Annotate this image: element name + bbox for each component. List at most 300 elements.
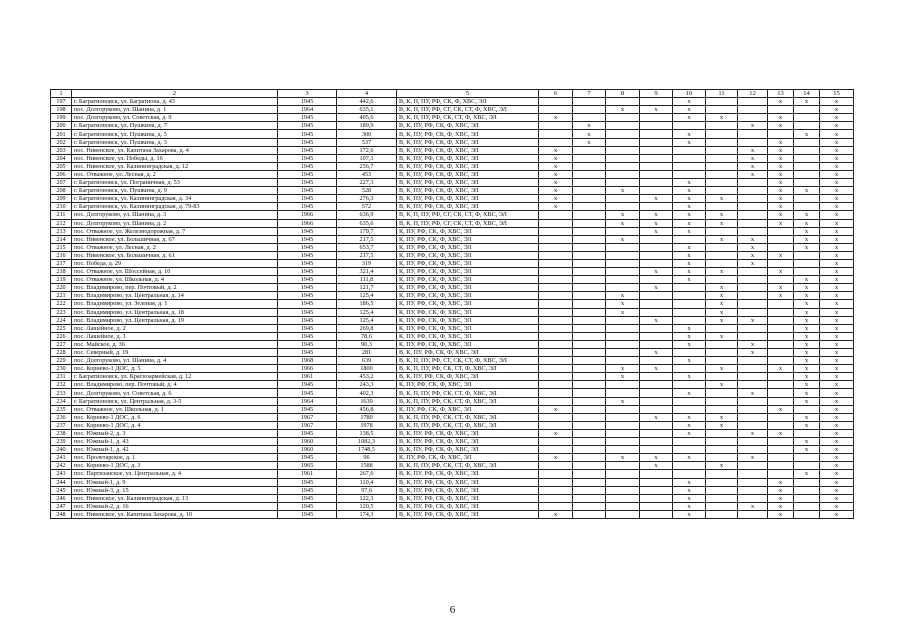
mark-cell-col-13: x [768,284,794,292]
table-row [51,357,854,365]
row-number-cell: 207 [51,179,72,187]
mark-cell-col-14: x [794,373,820,381]
mark-cell-col-10 [673,235,706,243]
mark-cell-col-15: x [820,251,854,259]
row-number-cell: 210 [51,203,72,211]
mark-cell-col-14 [794,195,820,203]
work-types-cell: К, ПУ, РФ, СК, Ф, ХВС, ЭЛ [397,324,539,332]
table-row [51,251,854,259]
mark-cell-col-10 [673,397,706,405]
mark-cell-col-9 [640,332,673,340]
mark-cell-col-11 [706,203,738,211]
mark-cell-col-6 [539,349,573,357]
year-built-cell: 1945 [278,114,337,122]
mark-cell-col-8 [606,381,640,389]
mark-cell-col-12: x [738,316,768,324]
mark-cell-col-12: x [738,429,768,437]
mark-cell-col-7 [573,227,606,235]
mark-cell-col-14 [794,170,820,178]
address-cell: пос. Корнево-1 ДОС, д. 5 [72,365,278,373]
mark-cell-col-8 [606,203,640,211]
table-row [51,154,854,162]
table-row [51,421,854,429]
mark-cell-col-8 [606,179,640,187]
mark-cell-col-10: x [673,98,706,106]
mark-cell-col-7: x [573,122,606,130]
mark-cell-col-8 [606,349,640,357]
mark-cell-col-11 [706,251,738,259]
mark-cell-col-10 [673,284,706,292]
mark-cell-col-8 [606,470,640,478]
mark-cell-col-6: x [539,195,573,203]
mark-cell-col-15: x [820,211,854,219]
work-types-cell: В, К, ПУ, РФ, СК, Ф, ХВС, ЭЛ [397,349,539,357]
mark-cell-col-12 [738,292,768,300]
address-cell: г. Багратионовск, ул. Багратиона, д. 43 [72,98,278,106]
mark-cell-col-11 [706,389,738,397]
mark-cell-col-12 [738,510,768,518]
mark-cell-col-13 [768,227,794,235]
address-cell: пос. Долгоруково, ул. Советская, д. 6 [72,389,278,397]
mark-cell-col-6 [539,421,573,429]
row-number-cell: 201 [51,130,72,138]
area-cell: 186,5 [337,300,397,308]
area-cell: 174,3 [337,510,397,518]
mark-cell-col-6 [539,268,573,276]
column-header-6: 6 [539,90,573,98]
address-cell: пос. Лашейное, д. 2 [72,324,278,332]
table-row [51,332,854,340]
mark-cell-col-13: x [768,292,794,300]
mark-cell-col-8 [606,332,640,340]
mark-cell-col-6 [539,324,573,332]
mark-cell-col-6 [539,276,573,284]
mark-cell-col-14: x [794,243,820,251]
row-number-cell: 225 [51,324,72,332]
row-number-cell: 217 [51,259,72,267]
work-types-cell: В, К, ПУ, РФ, СК, Ф, ХВС, ЭЛ [397,429,539,437]
year-built-cell: 1960 [278,438,337,446]
mark-cell-col-15: x [820,349,854,357]
mark-cell-col-6: x [539,146,573,154]
row-number-cell: 216 [51,251,72,259]
table-row [51,389,854,397]
mark-cell-col-11: x [706,332,738,340]
area-cell: 111,8 [337,276,397,284]
work-types-cell: В, К, ПУ, РФ, СК, Ф, ХВС, ЭЛ [397,510,539,518]
year-built-cell: 1945 [278,429,337,437]
work-types-cell: К, ПУ, РФ, СК, Ф, ХВС, ЭЛ [397,235,539,243]
row-number-cell: 227 [51,340,72,348]
mark-cell-col-6 [539,211,573,219]
mark-cell-col-9 [640,300,673,308]
mark-cell-col-15: x [820,438,854,446]
area-cell: 121,7 [337,284,397,292]
mark-cell-col-6: x [539,162,573,170]
mark-cell-col-15: x [820,154,854,162]
work-types-cell: В, К, П, ПУ, РФ, СГ, СК, СТ, Ф, ХВС, ЭЛ [397,211,539,219]
row-number-cell: 203 [51,146,72,154]
mark-cell-col-14: x [794,308,820,316]
mark-cell-col-7 [573,470,606,478]
mark-cell-col-9: x [640,268,673,276]
row-number-cell: 200 [51,122,72,130]
table-row [51,114,854,122]
address-cell: г. Багратионовск, ул. Пушкина, д. 3 [72,138,278,146]
mark-cell-col-14: x [794,357,820,365]
year-built-cell: 1945 [278,203,337,211]
mark-cell-col-6 [539,494,573,502]
mark-cell-col-13 [768,106,794,114]
mark-cell-col-6 [539,243,573,251]
address-cell: пос. Долгоруково, ул. Советская, д. 9 [72,114,278,122]
mark-cell-col-14 [794,502,820,510]
work-types-cell: В, К, ПУ, РФ, СК, Ф, ХВС, ЭЛ [397,146,539,154]
mark-cell-col-8: x [606,308,640,316]
area-cell: 122,3 [337,494,397,502]
mark-cell-col-11 [706,405,738,413]
mark-cell-col-13: x [768,219,794,227]
year-built-cell: 1945 [278,146,337,154]
table-row [51,478,854,486]
mark-cell-col-6: x [539,154,573,162]
mark-cell-col-7 [573,349,606,357]
work-types-cell: В, К, ПУ, РФ, СК, Ф, ХВС, ЭЛ [397,373,539,381]
work-types-cell: К, ПУ, РФ, СК, Ф, ХВС, ЭЛ [397,284,539,292]
mark-cell-col-10: x [673,510,706,518]
mark-cell-col-14: x [794,349,820,357]
area-cell: 1630 [337,397,397,405]
mark-cell-col-14 [794,138,820,146]
work-types-cell: В, К, П, ПУ, РФ, СК, СТ, Ф, ХВС, ЭЛ [397,462,539,470]
mark-cell-col-8 [606,98,640,106]
mark-cell-col-6 [539,486,573,494]
mark-cell-col-13 [768,357,794,365]
mark-cell-col-12: x [738,162,768,170]
housing-table-sheet [50,89,853,519]
mark-cell-col-13 [768,243,794,251]
work-types-cell: К, ПУ, РФ, СК, Ф, ХВС, ЭЛ [397,340,539,348]
mark-cell-col-13 [768,349,794,357]
mark-cell-col-7 [573,462,606,470]
year-built-cell: 1965 [278,462,337,470]
mark-cell-col-12: x [738,146,768,154]
mark-cell-col-9 [640,397,673,405]
mark-cell-col-8 [606,122,640,130]
address-cell: пос. Южный-3, д. 15 [72,486,278,494]
mark-cell-col-6: x [539,179,573,187]
mark-cell-col-14: x [794,276,820,284]
mark-cell-col-14: x [794,332,820,340]
mark-cell-col-10 [673,170,706,178]
row-number-cell: 228 [51,349,72,357]
mark-cell-col-9 [640,405,673,413]
mark-cell-col-8 [606,340,640,348]
area-cell: 319 [337,259,397,267]
mark-cell-col-8 [606,357,640,365]
address-cell: пос. Отважное, ул. Железнодорожная, д. 7 [72,227,278,235]
mark-cell-col-11: x [706,284,738,292]
mark-cell-col-15: x [820,454,854,462]
mark-cell-col-12 [738,478,768,486]
mark-cell-col-7 [573,365,606,373]
area-cell: 405,6 [337,114,397,122]
mark-cell-col-14 [794,179,820,187]
mark-cell-col-13: x [768,510,794,518]
mark-cell-col-13 [768,300,794,308]
area-cell: 110,4 [337,478,397,486]
mark-cell-col-13: x [768,114,794,122]
row-number-cell: 243 [51,470,72,478]
mark-cell-col-10: x [673,429,706,437]
year-built-cell: 1945 [278,227,337,235]
mark-cell-col-15: x [820,429,854,437]
mark-cell-col-7 [573,106,606,114]
mark-cell-col-15: x [820,300,854,308]
mark-cell-col-7 [573,454,606,462]
table-row [51,219,854,227]
work-types-cell: В, К, ПУ, РФ, СК, Ф, ХВС, ЭЛ [397,203,539,211]
mark-cell-col-13 [768,446,794,454]
mark-cell-col-10: x [673,389,706,397]
year-built-cell: 1945 [278,251,337,259]
mark-cell-col-8: x [606,292,640,300]
mark-cell-col-13: x [768,268,794,276]
mark-cell-col-9 [640,187,673,195]
mark-cell-col-14: x [794,397,820,405]
mark-cell-col-14 [794,478,820,486]
mark-cell-col-7 [573,381,606,389]
mark-cell-col-8: x [606,106,640,114]
row-number-cell: 220 [51,284,72,292]
mark-cell-col-8 [606,438,640,446]
area-cell: 635,6 [337,219,397,227]
work-types-cell: В, К, П, ПУ, РФ, СГ, СК, СТ, Ф, ХВС, ЭЛ [397,106,539,114]
mark-cell-col-8 [606,446,640,454]
column-header-5: 5 [397,90,539,98]
mark-cell-col-10 [673,405,706,413]
mark-cell-col-10: x [673,114,706,122]
mark-cell-col-13: x [768,486,794,494]
mark-cell-col-6: x [539,429,573,437]
mark-cell-col-8 [606,114,640,122]
mark-cell-col-6 [539,292,573,300]
mark-cell-col-8: x [606,397,640,405]
work-types-cell: В, К, П, ПУ, РФ, СГ, СК, СТ, Ф, ХВС, ЭЛ [397,219,539,227]
mark-cell-col-15: x [820,138,854,146]
mark-cell-col-13: x [768,494,794,502]
mark-cell-col-15: x [820,486,854,494]
year-built-cell: 1945 [278,502,337,510]
mark-cell-col-10: x [673,486,706,494]
work-types-cell: К, ПУ, РФ, СК, Ф, ХВС, ЭЛ [397,276,539,284]
mark-cell-col-11: x [706,308,738,316]
mark-cell-col-14: x [794,389,820,397]
area-cell: 1748,5 [337,446,397,454]
mark-cell-col-14 [794,268,820,276]
mark-cell-col-7 [573,276,606,284]
mark-cell-col-13: x [768,162,794,170]
mark-cell-col-7 [573,284,606,292]
work-types-cell: В, К, ПУ, РФ, СК, Ф, ХВС, ЭЛ [397,195,539,203]
mark-cell-col-10 [673,122,706,130]
mark-cell-col-9 [640,438,673,446]
mark-cell-col-10: x [673,203,706,211]
mark-cell-col-12 [738,381,768,389]
mark-cell-col-11: x [706,211,738,219]
mark-cell-col-8 [606,227,640,235]
mark-cell-col-11 [706,146,738,154]
mark-cell-col-8 [606,130,640,138]
address-cell: пос. Отважное, ул. Шоссейная, д. 10 [72,268,278,276]
mark-cell-col-11 [706,324,738,332]
mark-cell-col-15: x [820,235,854,243]
mark-cell-col-11: x [706,219,738,227]
mark-cell-col-11 [706,478,738,486]
area-cell: 1588 [337,462,397,470]
year-built-cell: 1966 [278,211,337,219]
mark-cell-col-6 [539,397,573,405]
mark-cell-col-14 [794,122,820,130]
mark-cell-col-10: x [673,187,706,195]
mark-cell-col-11 [706,446,738,454]
mark-cell-col-6 [539,438,573,446]
table-row [51,446,854,454]
mark-cell-col-15: x [820,357,854,365]
address-cell: пос. Долгоруково, ул. Шанина, д. 1 [72,106,278,114]
mark-cell-col-15: x [820,259,854,267]
mark-cell-col-6 [539,259,573,267]
mark-cell-col-10: x [673,324,706,332]
table-row [51,316,854,324]
mark-cell-col-6 [539,130,573,138]
mark-cell-col-14: x [794,340,820,348]
mark-cell-col-7 [573,162,606,170]
mark-cell-col-12: x [738,154,768,162]
mark-cell-col-13: x [768,170,794,178]
mark-cell-col-9 [640,259,673,267]
mark-cell-col-6 [539,235,573,243]
mark-cell-col-7 [573,324,606,332]
mark-cell-col-6 [539,227,573,235]
row-number-cell: 238 [51,429,72,437]
row-number-cell: 199 [51,114,72,122]
mark-cell-col-9 [640,446,673,454]
mark-cell-col-9: x [640,195,673,203]
work-types-cell: В, К, ПУ, РФ, СК, Ф, ХВС, ЭЛ [397,162,539,170]
year-built-cell: 1945 [278,276,337,284]
mark-cell-col-15: x [820,179,854,187]
year-built-cell: 1966 [278,219,337,227]
year-built-cell: 1945 [278,494,337,502]
mark-cell-col-8 [606,413,640,421]
row-number-cell: 245 [51,486,72,494]
mark-cell-col-9 [640,130,673,138]
mark-cell-col-9 [640,324,673,332]
address-cell: пос. Владимирово, ул. Центральная, д. 14 [72,292,278,300]
mark-cell-col-8 [606,170,640,178]
work-types-cell: К, ПУ, РФ, СК, Ф, ХВС, ЭЛ [397,292,539,300]
table-body [51,98,854,519]
mark-cell-col-14 [794,486,820,494]
mark-cell-col-11 [706,138,738,146]
row-number-cell: 229 [51,357,72,365]
mark-cell-col-8 [606,138,640,146]
mark-cell-col-14: x [794,446,820,454]
mark-cell-col-12: x [738,251,768,259]
mark-cell-col-13 [768,454,794,462]
column-header-8: 8 [606,90,640,98]
mark-cell-col-6 [539,138,573,146]
mark-cell-col-10 [673,349,706,357]
mark-cell-col-13: x [768,179,794,187]
mark-cell-col-15: x [820,502,854,510]
table-row [51,130,854,138]
column-header-9: 9 [640,90,673,98]
area-cell: 281 [337,349,397,357]
mark-cell-col-14: x [794,130,820,138]
mark-cell-col-7 [573,179,606,187]
area-cell: 402,3 [337,389,397,397]
mark-cell-col-6: x [539,170,573,178]
mark-cell-col-12 [738,324,768,332]
mark-cell-col-11 [706,259,738,267]
row-number-cell: 240 [51,446,72,454]
mark-cell-col-12: x [738,170,768,178]
mark-cell-col-10: x [673,106,706,114]
mark-cell-col-10: x [673,502,706,510]
mark-cell-col-14 [794,114,820,122]
work-types-cell: К, ПУ, РФ, СК, Ф, ХВС, ЭЛ [397,332,539,340]
mark-cell-col-7 [573,195,606,203]
mark-cell-col-6: x [539,510,573,518]
mark-cell-col-14: x [794,324,820,332]
mark-cell-col-12 [738,462,768,470]
area-cell: 1800 [337,365,397,373]
mark-cell-col-11: x [706,316,738,324]
mark-cell-col-10: x [673,357,706,365]
mark-cell-col-7 [573,340,606,348]
mark-cell-col-6 [539,389,573,397]
mark-cell-col-10: x [673,130,706,138]
year-built-cell: 1945 [278,235,337,243]
mark-cell-col-7 [573,438,606,446]
mark-cell-col-7 [573,413,606,421]
mark-cell-col-12 [738,203,768,211]
mark-cell-col-15: x [820,195,854,203]
address-cell: пос. Отважное, ул. Школьная, д. 1 [72,405,278,413]
mark-cell-col-10: x [673,373,706,381]
mark-cell-col-8: x [606,219,640,227]
mark-cell-col-7 [573,308,606,316]
work-types-cell: В, К, ПУ, РФ, СК, Ф, ХВС, ЭЛ [397,438,539,446]
mark-cell-col-6 [539,98,573,106]
mark-cell-col-15: x [820,276,854,284]
table-row [51,381,854,389]
address-cell: пос. Владимирово, ул. Центральная, д. 18 [72,308,278,316]
work-types-cell: В, К, ПУ, РФ, СК, Ф, ХВС, ЭЛ [397,502,539,510]
area-cell: 528 [337,187,397,195]
mark-cell-col-10: x [673,332,706,340]
mark-cell-col-12 [738,106,768,114]
row-number-cell: 231 [51,373,72,381]
mark-cell-col-8 [606,162,640,170]
work-types-cell: К, ПУ, РФ, СК, Ф, ХВС, ЭЛ [397,405,539,413]
mark-cell-col-15: x [820,268,854,276]
area-cell: 537 [337,138,397,146]
row-number-cell: 230 [51,365,72,373]
mark-cell-col-14: x [794,284,820,292]
